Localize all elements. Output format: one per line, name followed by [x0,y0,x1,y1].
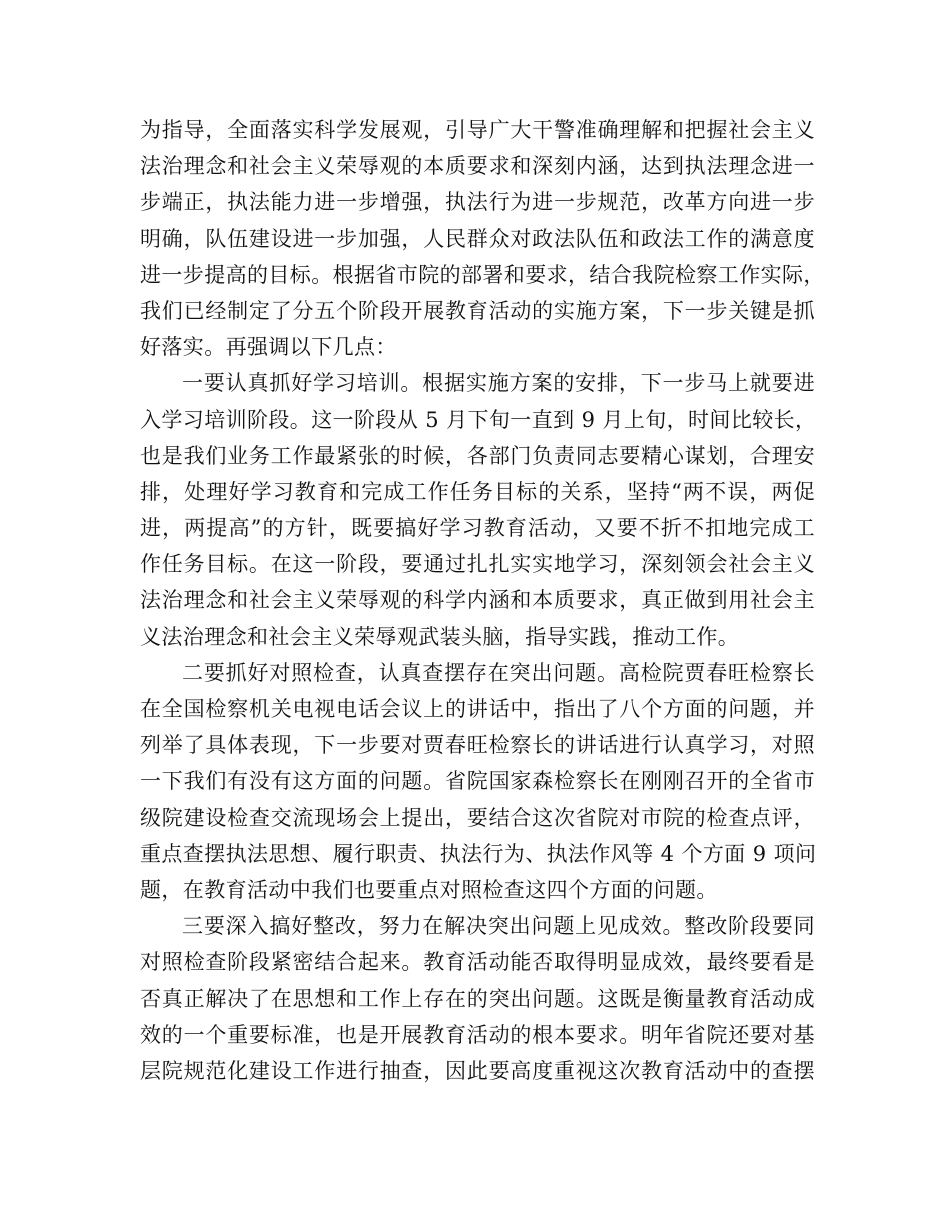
text-line: 步端正，执法能力进一步增强，执法行为进一步规范，改革方向进一步 [140,190,815,215]
text-line: 义法治理念和社会主义荣辱观武装头脑，指导实践，推动工作。 [140,624,740,649]
text-line: 入学习培训阶段。这一阶段从 5 月下旬一直到 9 月上旬，时间比较长， [140,407,817,432]
text-line: 题，在教育活动中我们也要重点对照检查这四个方面的问题。 [140,877,718,902]
paragraph-first-line: 二要抓好对照检查，认真查摆存在突出问题。高检院贾春旺检察长 [182,660,815,685]
text-line: 排，处理好学习教育和完成工作任务目标的关系，坚持“两不误，两促 [140,479,815,504]
text-line: 列举了具体表现，下一步要对贾春旺检察长的讲话进行认真学习，对照 [140,733,815,758]
text-line: 层院规范化建设工作进行抽查，因此要高度重视这次教育活动中的查摆 [140,1058,815,1083]
text-line: 我们已经制定了分五个阶段开展教育活动的实施方案，下一步关键是抓 [140,298,815,323]
document-body [140,112,825,1089]
text-line: 一下我们有没有这方面的问题。省院国家森检察长在刚刚召开的全省市 [140,769,815,794]
text-line: 重点查摆执法思想、履行职责、执法行为、执法作风等 4 个方面 9 项问 [140,841,817,866]
text-line: 效的一个重要标准，也是开展教育活动的根本要求。明年省院还要对基 [140,1022,815,1047]
text-line: 也是我们业务工作最紧张的时候，各部门负责同志要精心谋划，合理安 [140,443,815,468]
text-line: 进，两提高”的方针，既要搞好学习教育活动，又要不折不扣地完成工 [140,516,815,541]
text-line: 级院建设检查交流现场会上提出，要结合这次省院对市院的检查点评， [140,805,815,830]
text-line: 为指导，全面落实科学发展观，引导广大干警准确理解和把握社会主义 [140,118,815,142]
text-line: 在全国检察机关电视电话会议上的讲话中，指出了八个方面的问题，并 [140,697,815,721]
text-line: 好落实。再强调以下几点： [140,335,397,360]
text-line: 否真正解决了在思想和工作上存在的突出问题。这既是衡量教育活动成 [140,986,815,1011]
text-line: 进一步提高的目标。根据省市院的部署和要求，结合我院检察工作实际， [140,262,825,287]
text-line: 作任务目标。在这一阶段，要通过扎扎实实地学习，深刻领会社会主义 [140,552,815,577]
text-line: 对照检查阶段紧密结合起来。教育活动能否取得明显成效，最终要看是 [140,950,815,975]
paragraph-first-line: 三要深入搞好整改，努力在解决突出问题上见成效。整改阶段要同 [182,914,815,939]
paragraph-first-line: 一要认真抓好学习培训。根据实施方案的安排，下一步马上就要进 [182,371,815,396]
text-line: 法治理念和社会主义荣辱观的本质要求和深刻内涵，达到执法理念进一 [140,154,815,179]
text-line: 明确，队伍建设进一步加强，人民群众对政法队伍和政法工作的满意度 [140,226,815,251]
text-line: 法治理念和社会主义荣辱观的科学内涵和本质要求，真正做到用社会主 [140,588,815,613]
